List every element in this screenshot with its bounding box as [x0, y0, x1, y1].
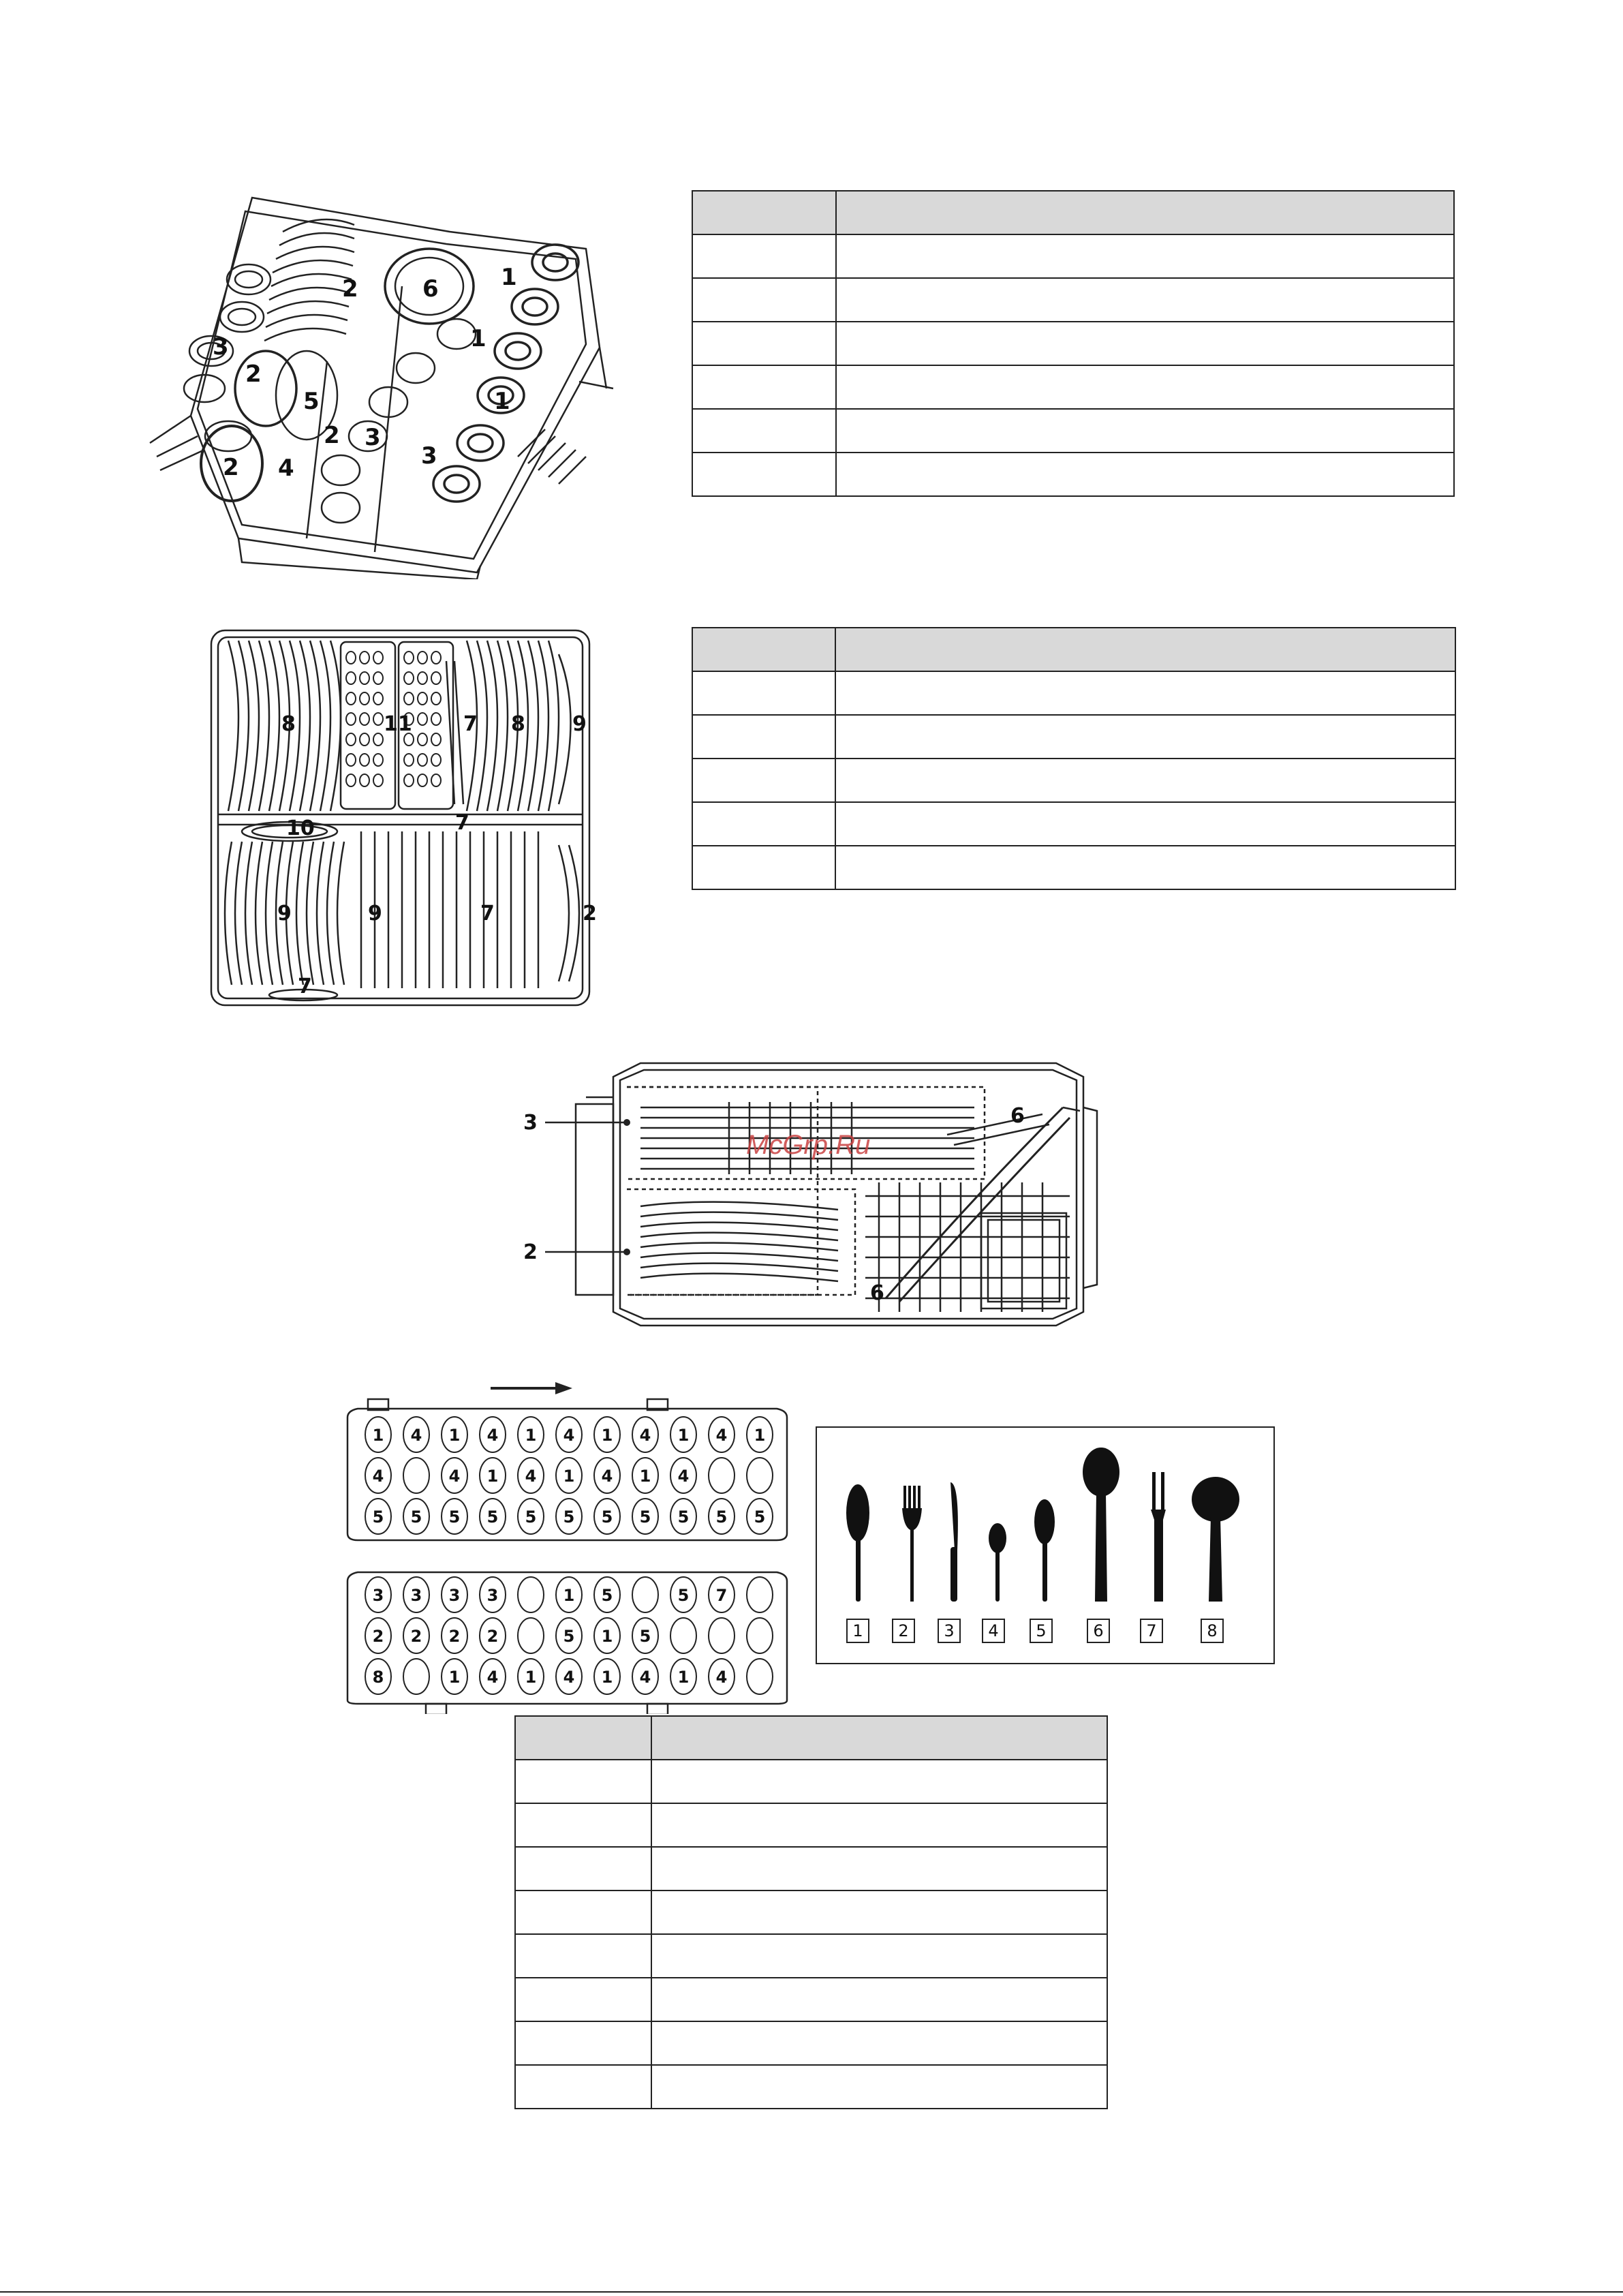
lower-basket-illustration	[201, 627, 600, 1012]
basket-slot-label: 4	[410, 1426, 422, 1445]
tray-label: 6	[870, 1281, 884, 1305]
table-row	[515, 1803, 1107, 1847]
table-row	[692, 453, 1454, 496]
legend-number-1: 1	[846, 1619, 869, 1643]
basket-slot-label: 5	[410, 1507, 422, 1527]
basket-slot-label: 2	[486, 1627, 499, 1646]
basket-slot-label: 1	[677, 1426, 690, 1445]
basket-slot-label: 4	[372, 1467, 384, 1486]
basket-slot-label: 5	[448, 1507, 461, 1527]
lower-label: 10	[286, 816, 315, 840]
legend-number-3: 3	[938, 1619, 961, 1643]
upper-label: 4	[278, 455, 294, 482]
basket-slot	[632, 1577, 658, 1612]
basket-slot	[709, 1618, 735, 1653]
lower-basket-table	[692, 627, 1456, 890]
upper-label: 5	[303, 388, 320, 415]
basket-slot-label: 1	[563, 1586, 575, 1605]
table-row	[515, 1847, 1107, 1891]
basket-slot	[747, 1458, 773, 1493]
basket-slot-label: 2	[372, 1627, 384, 1646]
table-header-row	[515, 1716, 1107, 1760]
table-row	[692, 759, 1455, 802]
serving-fork-icon	[1151, 1472, 1166, 1602]
basket-slot-label: 1	[601, 1627, 613, 1646]
upper-label: 2	[324, 422, 340, 449]
dessert-spoon-icon	[1034, 1499, 1055, 1602]
lower-label: 7	[480, 902, 495, 925]
legend-number-6: 6	[1087, 1619, 1110, 1643]
tray-label: 2	[523, 1240, 538, 1264]
lower-label: 11	[384, 712, 412, 736]
basket-slot-label: 3	[448, 1586, 461, 1605]
table-row	[515, 2021, 1107, 2065]
legend-number-7: 7	[1140, 1619, 1163, 1643]
upper-label: 3	[213, 333, 229, 361]
legend-number-2: 2	[892, 1619, 915, 1643]
knife-icon	[950, 1482, 958, 1602]
basket-slot-label: 5	[372, 1507, 384, 1527]
basket-slot-label: 1	[601, 1426, 613, 1445]
lower-label: 9	[368, 902, 382, 925]
utensil-legend	[816, 1426, 1275, 1664]
basket-slot	[709, 1458, 735, 1493]
upper-label: 1	[470, 325, 486, 352]
tray-label: 3	[523, 1111, 538, 1135]
basket-slot	[670, 1618, 696, 1653]
basket-slot-label: 1	[677, 1668, 690, 1687]
basket-slot-label: 2	[410, 1627, 422, 1646]
table-row	[692, 234, 1454, 278]
basket-slot-label: 1	[525, 1668, 537, 1687]
table-row	[692, 846, 1455, 889]
basket-slot	[518, 1618, 544, 1653]
cutlery-basket-illustration	[337, 1373, 801, 1714]
upper-label: 2	[245, 361, 262, 388]
legend-number-4: 4	[982, 1619, 1005, 1643]
fork-icon	[902, 1486, 922, 1602]
lower-label: 8	[281, 712, 296, 736]
basket-slot-label: 4	[486, 1668, 499, 1687]
basket-slot	[747, 1659, 773, 1694]
table-row	[515, 1760, 1107, 1803]
basket-slot-label: 5	[715, 1507, 728, 1527]
basket-slot	[403, 1458, 429, 1493]
tray-label: 6	[1010, 1104, 1025, 1128]
basket-slot-label: 5	[525, 1507, 537, 1527]
watermark: McGrp.Ru	[746, 1130, 871, 1160]
basket-slot-label: 4	[639, 1426, 651, 1445]
basket-slot	[747, 1618, 773, 1653]
table-row	[692, 278, 1454, 322]
table-row	[692, 409, 1454, 453]
upper-basket-table	[692, 190, 1455, 497]
basket-slot-label: 4	[486, 1426, 499, 1445]
table-row	[515, 2065, 1107, 2109]
basket-slot-label: 4	[563, 1668, 575, 1687]
lower-label: 7	[298, 975, 312, 998]
basket-slot-label: 1	[372, 1426, 384, 1445]
basket-slot-label: 4	[601, 1467, 613, 1486]
table-row	[692, 322, 1454, 365]
table-header-row	[692, 628, 1455, 671]
basket-bottom-grid	[365, 1577, 773, 1694]
basket-slot	[403, 1659, 429, 1694]
basket-slot-label: 5	[677, 1507, 690, 1527]
basket-slot-label: 3	[372, 1586, 384, 1605]
basket-slot-label: 5	[601, 1586, 613, 1605]
table-row	[692, 671, 1455, 715]
basket-slot-label: 4	[563, 1426, 575, 1445]
legend-number-8: 8	[1201, 1619, 1224, 1643]
table-row	[692, 365, 1454, 409]
basket-slot-label: 4	[639, 1668, 651, 1687]
basket-slot-label: 5	[563, 1627, 575, 1646]
table-row	[692, 802, 1455, 846]
spoon-icon	[846, 1484, 869, 1602]
lower-label: 7	[463, 712, 478, 736]
lower-label: 8	[511, 712, 525, 736]
lower-label: 2	[583, 902, 597, 925]
table-row	[692, 715, 1455, 759]
basket-slot-label: 4	[525, 1467, 537, 1486]
basket-slot-label: 1	[754, 1426, 766, 1445]
ladle-icon	[1192, 1477, 1239, 1602]
upper-label: 3	[365, 424, 381, 451]
basket-slot-label: 5	[754, 1507, 766, 1527]
basket-slot-label: 5	[601, 1507, 613, 1527]
table-row	[515, 1891, 1107, 1934]
upper-label: 1	[494, 388, 510, 415]
basket-slot-label: 4	[715, 1668, 728, 1687]
basket-slot-label: 1	[601, 1668, 613, 1687]
table-row	[515, 1978, 1107, 2021]
legend-number-5: 5	[1030, 1619, 1053, 1643]
basket-slot-label: 4	[448, 1467, 461, 1486]
basket-slot-label: 7	[715, 1586, 728, 1605]
upper-label: 2	[223, 454, 239, 481]
basket-slot-label: 1	[639, 1467, 651, 1486]
basket-slot-label: 5	[563, 1507, 575, 1527]
basket-slot-label: 5	[639, 1627, 651, 1646]
upper-label: 2	[342, 275, 358, 303]
upper-label: 1	[501, 264, 517, 291]
basket-slot	[747, 1577, 773, 1612]
basket-slot-label: 4	[715, 1426, 728, 1445]
basket-slot-label: 1	[563, 1467, 575, 1486]
upper-basket-illustration	[136, 184, 627, 579]
basket-slot-label: 4	[677, 1467, 690, 1486]
basket-slot-label: 5	[639, 1507, 651, 1527]
basket-slot-label: 1	[448, 1668, 461, 1687]
basket-slot-label: 5	[486, 1507, 499, 1527]
bottom-rule	[0, 2291, 1623, 2293]
lower-label: 9	[277, 902, 292, 925]
lower-label: 7	[455, 811, 469, 835]
basket-slot-label: 2	[448, 1627, 461, 1646]
basket-slot	[518, 1577, 544, 1612]
table-row	[515, 1934, 1107, 1978]
upper-label: 6	[422, 275, 439, 303]
basket-slot-label: 3	[410, 1586, 422, 1605]
basket-slot-label: 1	[525, 1426, 537, 1445]
upper-label: 3	[421, 442, 437, 470]
basket-slot-label: 5	[677, 1586, 690, 1605]
serving-spoon-icon	[1083, 1448, 1119, 1602]
table-header-row	[692, 191, 1454, 234]
basket-top-grid	[365, 1417, 773, 1534]
basket-slot-label: 8	[372, 1668, 384, 1687]
basket-slot-label: 3	[486, 1586, 499, 1605]
basket-slot-label: 1	[448, 1426, 461, 1445]
cutlery-table	[514, 1715, 1108, 2109]
cutlery-tray-illustration	[511, 1060, 1111, 1329]
teaspoon-icon	[989, 1523, 1006, 1602]
basket-slot-label: 1	[486, 1467, 499, 1486]
lower-label: 9	[572, 712, 587, 736]
